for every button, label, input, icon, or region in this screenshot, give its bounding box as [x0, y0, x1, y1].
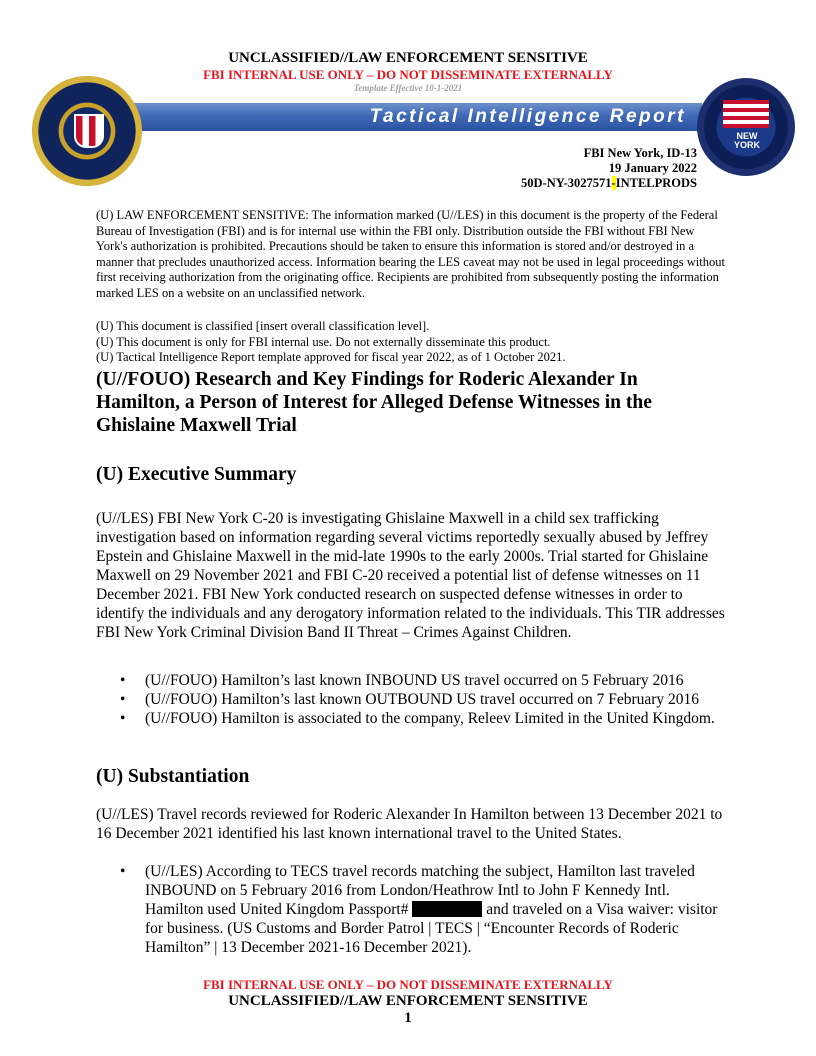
- doj-fbi-seal-icon: [32, 76, 142, 186]
- substantiation-heading: (U) Substantiation: [96, 766, 250, 787]
- executive-summary-paragraph: (U//LES) FBI New York C-20 is investigating Ghislaine Maxwell in a child sex trafficking investigation based on information regarding several victims reportedly sexually abused by Jeffrey Epstein and Ghislaine Maxwell in the mid-late 1990s to the early 2000s. Trial started for Ghislaine Maxwell on 29 November 2021 and FBI C-20 received a potential list of defense witnesses on 11 December 2021. FBI New York conducted research on suspected defense witnesses in order to identify the individuals and any derogatory information related to the individuals. This TIR addresses FBI New York Criminal Division Band II Threat – Crimes Against Children.: [96, 510, 725, 641]
- substantiation-paragraph: (U//LES) Travel records reviewed for Roderic Alexander In Hamilton between 13 December 2021 to 16 December 2021 identified his last known international travel to the United States.: [96, 806, 723, 842]
- notice-item: (U) This document is classified [insert overall classification level].: [96, 319, 430, 333]
- header-classification: UNCLASSIFIED//LAW ENFORCEMENT SENSITIVE: [228, 50, 588, 66]
- executive-summary-heading: (U) Executive Summary: [96, 464, 297, 485]
- office-block: [521, 146, 697, 191]
- header-internal-use: FBI INTERNAL USE ONLY – DO NOT DISSEMINATE EXTERNALLY: [203, 67, 613, 82]
- notice-list: [96, 319, 726, 366]
- substantiation-bullets: [120, 862, 726, 957]
- redaction-block: [412, 901, 482, 917]
- notice-item: (U) Tactical Intelligence Report template approved for fiscal year 2022, as of 1 October 2021.: [96, 350, 566, 364]
- shield-icon: [74, 114, 104, 148]
- banner-title: Tactical Intelligence Report: [369, 106, 686, 127]
- seal-city-label: NEW YORK: [733, 131, 760, 150]
- office-line: FBI New York, ID-13: [583, 146, 697, 160]
- template-note: Template Effective 10-1-2021: [353, 83, 463, 93]
- file-number-suffix: INTELPRODS: [615, 176, 697, 190]
- report-banner: [120, 103, 702, 131]
- report-title: (U//FOUO) Research and Key Findings for Roderic Alexander In Hamilton, a Person of Interest for Alleged Defense Witnesses in the Ghislaine Maxwell Trial: [96, 369, 652, 436]
- footer-internal-use: FBI INTERNAL USE ONLY – DO NOT DISSEMINATE EXTERNALLY: [203, 977, 613, 992]
- file-number: [521, 176, 697, 191]
- report-date: 19 January 2022: [608, 161, 697, 175]
- list-item: • (U//FOUO) Hamilton’s last known OUTBOUND US travel occurred on 7 February 2016: [120, 690, 726, 709]
- les-caveat: (U) LAW ENFORCEMENT SENSITIVE: The information marked (U//LES) in this document is the property of the Federal Bureau of Investigation (FBI) and is for internal use within the FBI only. Distribution outside the FBI without FBI New York's authorization is prohibited. Precautions should be taken to ensure this information is stored and/or destroyed in a manner that precludes unauthorized access. Information bearing the LES caveat may not be used in legal proceedings without first receiving authorization from the originating office. Recipients are prohibited from subsequently posting the information marked LES on a website on an unclassified network.: [96, 208, 725, 300]
- file-number-separator: -: [611, 176, 616, 190]
- executive-summary-bullets: [120, 671, 726, 728]
- list-item: • (U//FOUO) Hamilton’s last known INBOUND US travel occurred on 5 February 2016: [120, 671, 726, 690]
- page-number: 1: [404, 1010, 412, 1026]
- travel-record-text-cont: and traveled on a Visa waiver: visitor for business. (US Customs and Border Patrol | TECS | “Encounter Records of Roderic Hamilton” | 13 December 2021-16 December 2021).: [145, 901, 718, 956]
- travel-record-text: (U//LES) According to TECS travel records matching the subject, Hamilton last traveled INBOUND on 5 February 2016 from London/Heathrow Intl to John F Kennedy Intl. Hamilton used United Kingdom Passport#: [145, 863, 695, 918]
- fbi-intelligence-division-seal-icon: [697, 78, 795, 176]
- file-number-prefix: 50D-NY-3027571: [521, 176, 612, 190]
- list-item: • (U//FOUO) Hamilton is associated to the company, Releev Limited in the United Kingdom.: [120, 709, 726, 728]
- flag-icon: [723, 100, 769, 128]
- notice-item: (U) This document is only for FBI internal use. Do not externally disseminate this product.: [96, 334, 551, 349]
- footer-classification: UNCLASSIFIED//LAW ENFORCEMENT SENSITIVE: [228, 993, 588, 1009]
- list-item: [120, 862, 726, 957]
